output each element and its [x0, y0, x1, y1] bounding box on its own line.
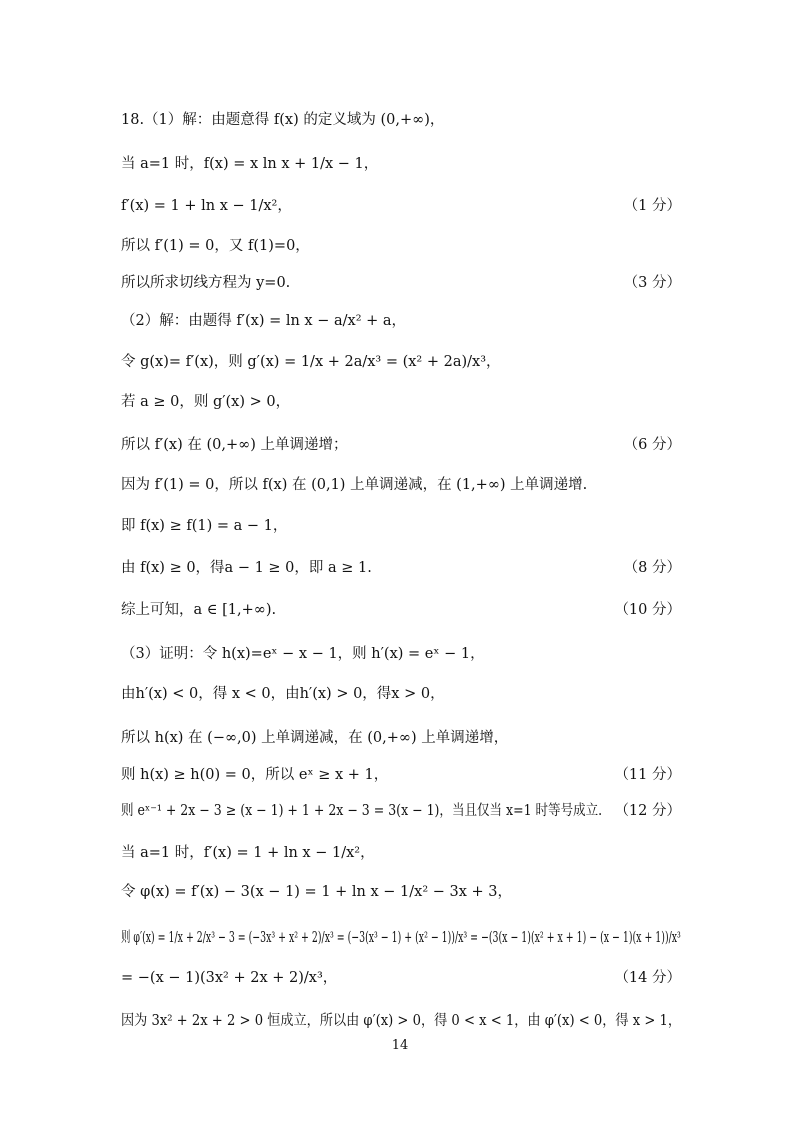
line-text: 因为 3x² + 2x + 2 > 0 恒成立，所以由 φ′(x) > 0，得 0 < x < 1，由 φ′(x) < 0，得 x > 1，: [121, 1013, 682, 1029]
line-text: 所以 f′(x) 在 (0,+∞) 上单调递增；: [121, 437, 348, 453]
solution-line: [121, 475, 681, 495]
line-text: 令 φ(x) = f′(x) − 3(x − 1) = 1 + ln x − 1/x² − 3x + 3，: [121, 884, 513, 900]
line-text: 当 a=1 时，f′(x) = 1 + ln x − 1/x²，: [121, 845, 375, 861]
line-text: （2）解：由题得 f′(x) = ln x − a/x² + a，: [121, 313, 407, 329]
line-text: 则 eˣ⁻¹ + 2x − 3 ≥ (x − 1) + 1 + 2x − 3 = 3(x − 1)，当且仅当 x=1 时等号成立.: [121, 803, 603, 819]
solution-line: [121, 843, 681, 863]
line-text: 若 a ≥ 0，则 g′(x) > 0，: [121, 394, 291, 410]
score-label: （10 分）: [614, 602, 681, 618]
solution-line: [121, 644, 681, 664]
page-number: 14: [391, 1038, 409, 1053]
solution-line: [121, 684, 681, 704]
solution-line: [121, 352, 681, 372]
solution-line: [121, 600, 681, 620]
line-text: 综上可知，a ∈ [1,+∞).: [121, 602, 277, 618]
solution-line: [121, 728, 681, 748]
solution-line: [121, 1011, 681, 1031]
line-text: 所以所求切线方程为 y=0.: [121, 275, 291, 291]
score-label: （14 分）: [614, 970, 681, 986]
line-text: 因为 f′(1) = 0，所以 f(x) 在 (0,1) 上单调递减，在 (1,+∞) 上单调递增.: [121, 477, 588, 493]
line-text: = −(x − 1)(3x² + 2x + 2)/x³，: [121, 970, 338, 986]
solution-line: [121, 801, 681, 821]
solution-line: [121, 968, 681, 988]
solution-line: [121, 236, 681, 256]
score-label: （1 分）: [623, 198, 681, 214]
solution-line: [121, 435, 681, 455]
solution-line: [121, 765, 681, 785]
line-text: 即 f(x) ≥ f(1) = a − 1，: [121, 518, 288, 534]
solution-line: [121, 928, 681, 948]
line-text: 所以 h(x) 在 (−∞,0) 上单调递减，在 (0,+∞) 上单调递增，: [121, 730, 509, 746]
line-text: 18.（1）解：由题意得 f(x) 的定义域为 (0,+∞)，: [121, 112, 445, 128]
line-text: 由 f(x) ≥ 0，得a − 1 ≥ 0，即 a ≥ 1.: [121, 560, 372, 576]
score-label: （3 分）: [623, 275, 681, 291]
line-text: f′(x) = 1 + ln x − 1/x²，: [121, 198, 292, 214]
solution-line: [121, 196, 681, 216]
solution-line: [121, 882, 681, 902]
score-label: （6 分）: [623, 437, 681, 453]
solution-line: [121, 110, 681, 130]
line-text: 则 h(x) ≥ h(0) = 0，所以 eˣ ≥ x + 1，: [121, 767, 389, 783]
line-text: （3）证明：令 h(x)=eˣ − x − 1，则 h′(x) = eˣ − 1，: [121, 646, 485, 662]
solution-line: [121, 154, 681, 174]
score-label: （11 分）: [614, 767, 681, 783]
score-label: （12 分）: [614, 803, 681, 819]
solution-line: [121, 558, 681, 578]
solution-line: [121, 311, 681, 331]
solution-line: [121, 516, 681, 536]
score-label: （8 分）: [623, 560, 681, 576]
line-text: 令 g(x)= f′(x)，则 g′(x) = 1/x + 2a/x³ = (x² + 2a)/x³，: [121, 354, 501, 370]
solution-line: [121, 392, 681, 412]
line-text: 由h′(x) < 0，得 x < 0，由h′(x) > 0，得x > 0，: [121, 686, 445, 702]
line-text: 当 a=1 时，f(x) = x ln x + 1/x − 1，: [121, 156, 379, 172]
line-text: 则 φ′(x) = 1/x + 2/x³ − 3 = (−3x³ + x² + 2)/x³ = (−3(x³ − 1) + (x² − 1))/x³ = −(3(x − 1)(x² + x + 1) − (x − 1)(x + 1))/x³: [121, 930, 681, 946]
solution-line: [121, 273, 681, 293]
line-text: 所以 f′(1) = 0，又 f(1)=0，: [121, 238, 310, 254]
